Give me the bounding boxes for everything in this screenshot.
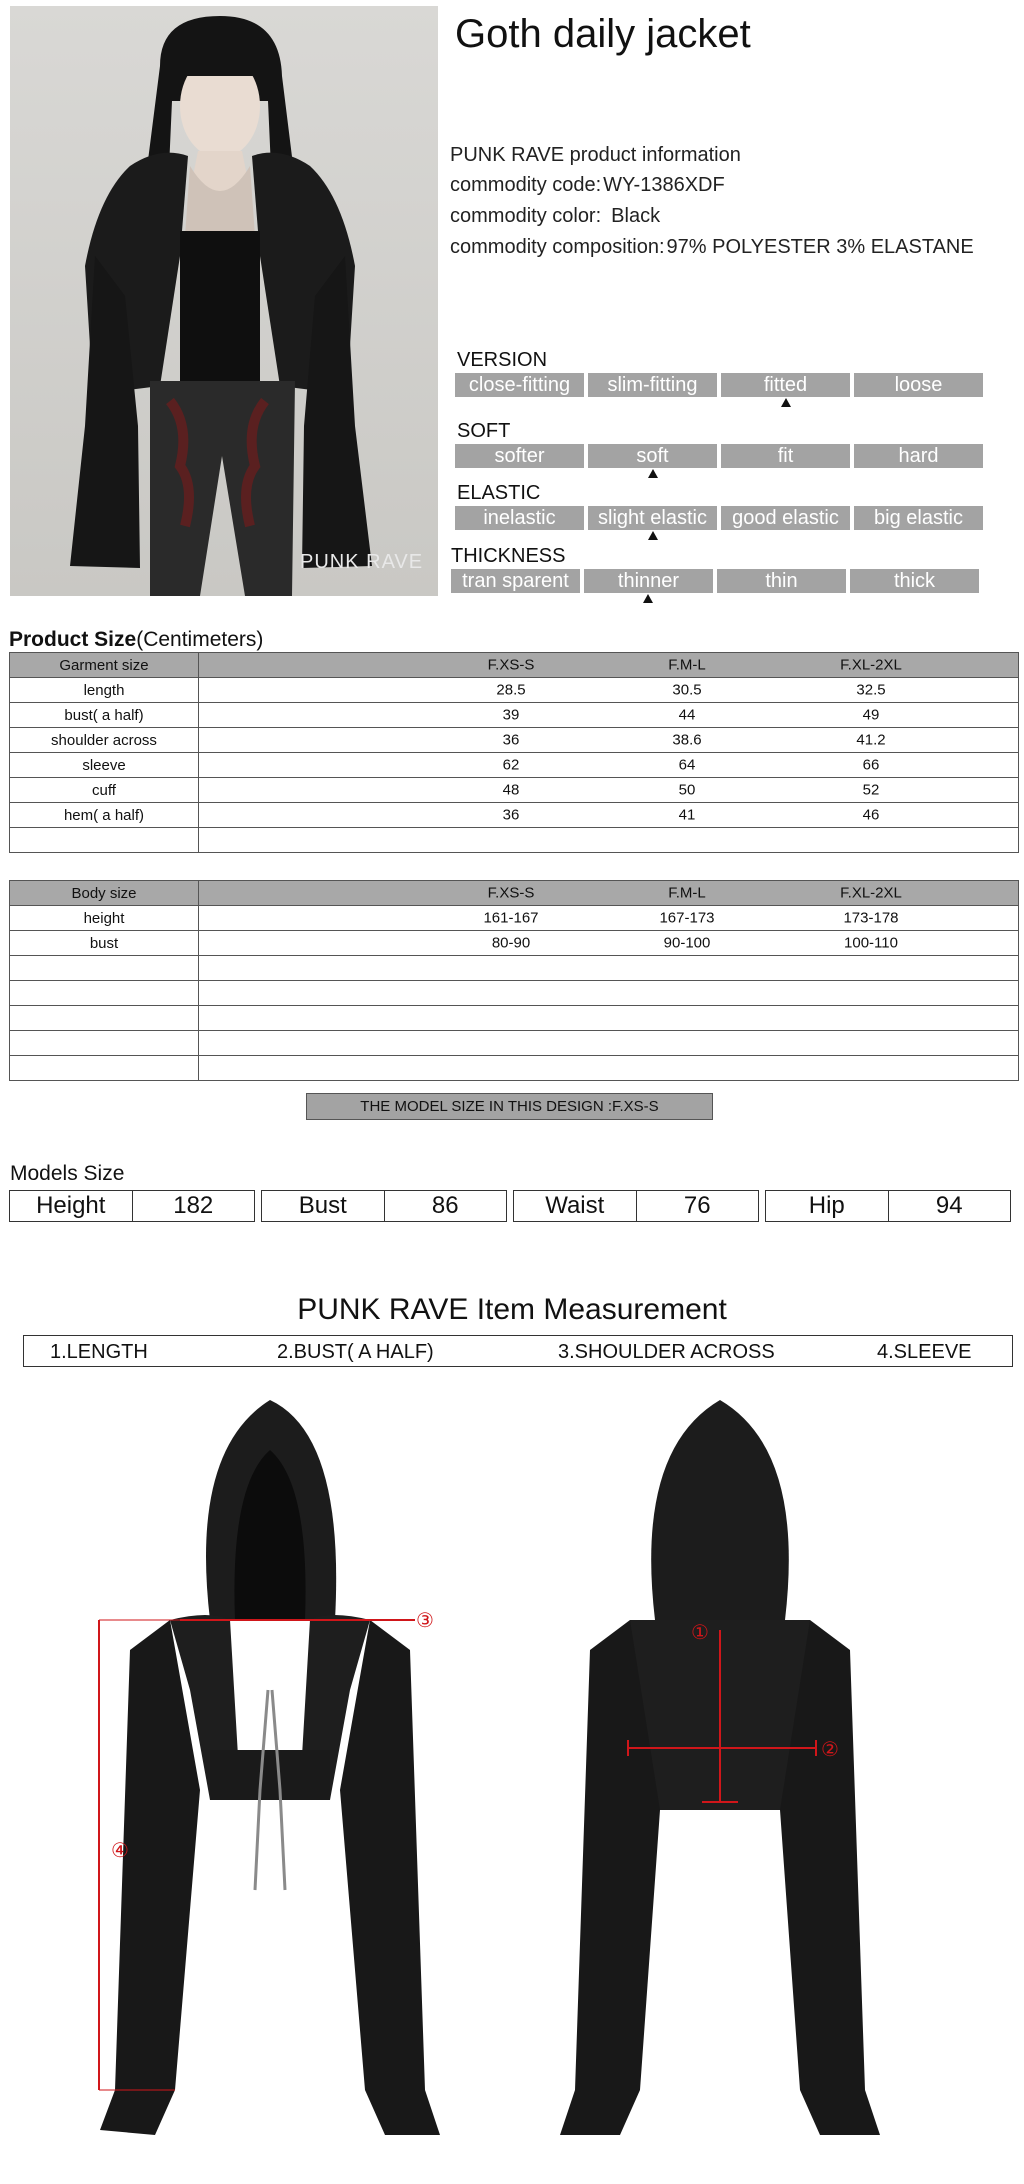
product-title: Goth daily jacket <box>455 12 751 56</box>
photo-watermark: PUNK RAVE <box>300 551 424 573</box>
row-label: hem( a half) <box>10 803 199 828</box>
table-row-empty <box>10 1056 1019 1081</box>
table-row <box>10 803 1019 828</box>
row-values <box>199 778 1019 803</box>
cell-value: 100-110 <box>844 934 898 952</box>
model-photo <box>10 6 438 596</box>
elastic-title: ELASTIC <box>457 482 541 504</box>
garment-size-header: Garment size <box>10 653 199 678</box>
product-size-title <box>9 628 263 652</box>
legend-sleeve: 4.SLEEVE <box>877 1341 972 1363</box>
cell-value: 161-167 <box>483 909 539 927</box>
marker-sleeve: ④ <box>111 1840 129 1862</box>
table-row-empty <box>10 981 1019 1006</box>
body-size-header: Body size <box>10 881 199 906</box>
model-size-note: THE MODEL SIZE IN THIS DESIGN :F.XS-S <box>306 1093 713 1120</box>
elastic-option: big elastic <box>854 506 983 530</box>
version-marker-icon <box>781 398 791 407</box>
cell-value: 36 <box>502 731 520 749</box>
thickness-title: THICKNESS <box>451 545 566 567</box>
front-measure-lines <box>95 1610 445 2100</box>
commodity-composition-label: commodity composition: <box>450 236 665 258</box>
elastic-marker-icon <box>648 531 658 540</box>
model-height-box <box>9 1190 255 1222</box>
models-size-title: Models Size <box>10 1162 125 1185</box>
size-header: F.XL-2XL <box>840 656 902 674</box>
cell-value: 39 <box>502 706 520 724</box>
thickness-option: tran sparent <box>451 569 580 593</box>
cell-value: 167-173 <box>659 909 715 927</box>
cell-value: 28.5 <box>496 681 526 699</box>
cell-value: 173-178 <box>843 909 899 927</box>
empty-cell <box>10 1006 199 1031</box>
commodity-composition-row <box>450 236 974 259</box>
soft-option: softer <box>455 444 584 468</box>
empty-cell <box>10 956 199 981</box>
model-bust-label: Bust <box>298 1192 347 1219</box>
table-row <box>10 931 1019 956</box>
cell-value: 44 <box>678 706 696 724</box>
empty-cell <box>199 1056 1019 1081</box>
thickness-option-selected: thinner <box>584 569 713 593</box>
empty-cell <box>199 981 1019 1006</box>
marker-bust: ② <box>821 1739 839 1761</box>
version-title: VERSION <box>457 349 548 371</box>
empty-cell <box>199 1006 1019 1031</box>
elastic-option: good elastic <box>721 506 850 530</box>
version-option: close-fitting <box>455 373 584 397</box>
model-bust-value: 86 <box>384 1191 507 1221</box>
model-height-value: 182 <box>132 1191 255 1221</box>
model-height-label: Height <box>36 1192 106 1219</box>
commodity-composition-value: 97% POLYESTER 3% ELASTANE <box>666 236 974 258</box>
empty-cell <box>10 1031 199 1056</box>
cell-value: 80-90 <box>491 934 531 952</box>
table-header-row <box>10 881 1019 906</box>
table-row <box>10 753 1019 778</box>
size-header: F.M-L <box>668 884 706 902</box>
row-values <box>199 703 1019 728</box>
empty-cell <box>10 1056 199 1081</box>
size-headers <box>199 881 1019 906</box>
cell-value: 90-100 <box>663 934 711 952</box>
commodity-color-value: Black <box>611 205 661 227</box>
cell-value: 49 <box>862 706 880 724</box>
size-header: F.XL-2XL <box>840 884 902 902</box>
product-size-title-unit: (Centimeters) <box>136 628 264 651</box>
product-size-table <box>9 652 1019 853</box>
cell-value: 30.5 <box>672 681 702 699</box>
empty-cell <box>199 828 1019 853</box>
row-label: bust( a half) <box>10 703 199 728</box>
empty-cell <box>199 1031 1019 1056</box>
cell-value: 36 <box>502 806 520 824</box>
row-label: cuff <box>10 778 199 803</box>
table-row-empty <box>10 1031 1019 1056</box>
size-header: F.XS-S <box>487 656 535 674</box>
cell-value: 46 <box>862 806 880 824</box>
row-values <box>199 678 1019 703</box>
thickness-option: thin <box>717 569 846 593</box>
version-option: loose <box>854 373 983 397</box>
model-waist-box <box>513 1190 759 1222</box>
cell-value: 62 <box>502 756 520 774</box>
body-size-table <box>9 880 1019 1081</box>
soft-option: hard <box>854 444 983 468</box>
table-row <box>10 703 1019 728</box>
brand-info: PUNK RAVE product information <box>450 144 741 166</box>
soft-option: fit <box>721 444 850 468</box>
cell-value: 52 <box>862 781 880 799</box>
table-header-row <box>10 653 1019 678</box>
table-row <box>10 906 1019 931</box>
commodity-code-label: commodity code: <box>450 174 602 196</box>
version-option-selected: fitted <box>721 373 850 397</box>
model-hip-box <box>765 1190 1011 1222</box>
soft-option-selected: soft <box>588 444 717 468</box>
row-label: height <box>10 906 199 931</box>
soft-marker-icon <box>648 469 658 478</box>
model-hip-value: 94 <box>888 1191 1011 1221</box>
table-row <box>10 728 1019 753</box>
size-header: F.XS-S <box>487 884 535 902</box>
version-option: slim-fitting <box>588 373 717 397</box>
row-label: shoulder across <box>10 728 199 753</box>
row-values <box>199 728 1019 753</box>
cell-value: 32.5 <box>856 681 886 699</box>
model-hip-label: Hip <box>808 1192 845 1219</box>
commodity-color-label: commodity color: <box>450 205 602 227</box>
table-row-empty <box>10 1006 1019 1031</box>
legend-bust: 2.BUST( A HALF) <box>277 1341 434 1363</box>
measurement-legend <box>23 1335 1013 1367</box>
cell-value: 48 <box>502 781 520 799</box>
empty-cell <box>10 828 199 853</box>
commodity-code-row <box>450 174 725 197</box>
model-waist-value: 76 <box>636 1191 759 1221</box>
row-values <box>199 931 1019 956</box>
row-values <box>199 906 1019 931</box>
cell-value: 64 <box>678 756 696 774</box>
size-headers <box>199 653 1019 678</box>
table-row-empty <box>10 828 1019 853</box>
back-measure-lines <box>620 1620 830 1810</box>
table-row <box>10 678 1019 703</box>
elastic-option-selected: slight elastic <box>588 506 717 530</box>
thickness-option: thick <box>850 569 979 593</box>
size-header: F.M-L <box>668 656 706 674</box>
cell-value: 41.2 <box>856 731 886 749</box>
soft-title: SOFT <box>457 420 511 442</box>
row-label: bust <box>10 931 199 956</box>
commodity-color-row <box>450 205 660 228</box>
row-values <box>199 803 1019 828</box>
measurement-title: PUNK RAVE Item Measurement <box>297 1293 727 1326</box>
empty-cell <box>199 956 1019 981</box>
table-row-empty <box>10 956 1019 981</box>
cell-value: 66 <box>862 756 880 774</box>
elastic-option: inelastic <box>455 506 584 530</box>
table-row <box>10 778 1019 803</box>
legend-length: 1.LENGTH <box>50 1341 148 1363</box>
row-label: length <box>10 678 199 703</box>
marker-shoulder: ③ <box>416 1610 434 1632</box>
model-bust-box <box>261 1190 507 1222</box>
row-label: sleeve <box>10 753 199 778</box>
commodity-code-value: WY-1386XDF <box>603 174 725 196</box>
marker-length: ① <box>691 1622 709 1644</box>
model-illustration <box>10 6 438 596</box>
thickness-marker-icon <box>643 594 653 603</box>
cell-value: 41 <box>678 806 696 824</box>
cell-value: 50 <box>678 781 696 799</box>
model-waist-label: Waist <box>545 1192 605 1219</box>
empty-cell <box>10 981 199 1006</box>
legend-shoulder: 3.SHOULDER ACROSS <box>558 1341 775 1363</box>
cell-value: 38.6 <box>672 731 702 749</box>
product-size-title-bold: Product Size <box>9 628 137 651</box>
row-values <box>199 753 1019 778</box>
